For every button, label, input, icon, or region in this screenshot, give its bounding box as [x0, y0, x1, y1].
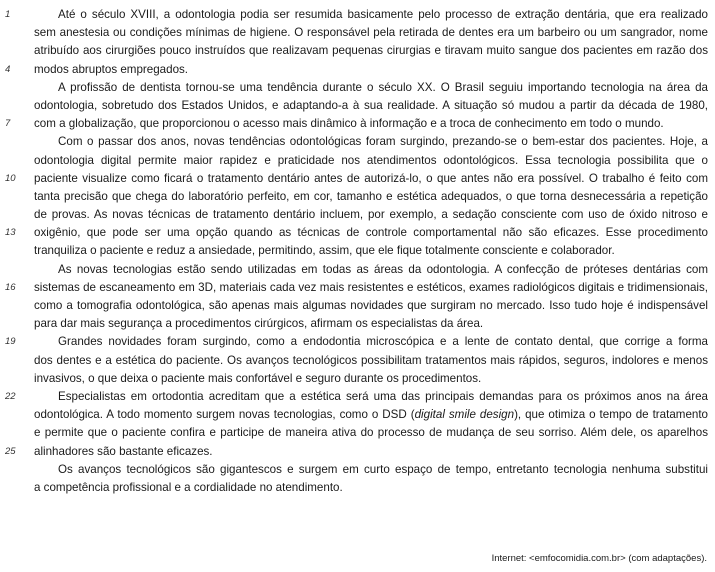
line-number: 13 — [5, 227, 16, 239]
text-line — [0, 170, 715, 188]
line-text: Especialistas em ortodontia acreditam que a estética será uma das principais demandas para os próximos anos na área — [58, 389, 708, 403]
line-number: 25 — [5, 445, 16, 457]
text-line — [0, 406, 715, 424]
text-line — [0, 188, 715, 206]
text-line — [0, 79, 715, 97]
line-text-segment: ), que otimiza o tempo de tratamento — [514, 408, 708, 422]
text-line — [0, 388, 715, 406]
text-line — [0, 443, 715, 461]
text-line — [0, 352, 715, 370]
text-line — [0, 24, 715, 42]
line-number: 7 — [5, 118, 11, 130]
line-text: sem anestesia ou condições mínimas de higiene. O responsável pela retirada de dentes era um barbeiro ou um sangrador, nome — [34, 26, 708, 40]
line-text: modos abruptos empregados. — [34, 62, 189, 76]
line-text: Até o século XVIII, a odontologia podia ser resumida basicamente pelo processo de extração dentária, que era realizado — [58, 8, 708, 21]
line-text: invasivos, o que deixa o paciente mais confortável e seguro durante os procedimentos. — [34, 371, 482, 385]
line-text: como a tomografia odontológica, são apenas mais algumas novidades que surgiram no mercado. Isso tudo hoje é indispensável — [34, 299, 708, 312]
line-text: atribuído aos cirurgiões pouco instruídos que realizavam pequenas cirurgias e tiravam muito sangue dos pacientes em razão dos — [34, 44, 708, 58]
line-number: 22 — [5, 390, 16, 402]
text-line — [0, 6, 715, 24]
line-number: 16 — [5, 281, 16, 293]
text-line — [0, 133, 715, 151]
line-number: 1 — [5, 9, 11, 20]
line-text: tranquiliza o paciente e reduz a ansiedade, permitindo, assim, que ele fique totalmente consciente e colaborador. — [34, 244, 615, 258]
line-text: Com o passar dos anos, novas tendências odontológicas foram surgindo, prezando-se o bem-estar dos pacientes. Hoje, a — [58, 135, 708, 149]
line-number: 4 — [5, 63, 11, 75]
line-text: alinhadores são bastante eficazes. — [34, 444, 213, 458]
text-line — [0, 279, 715, 297]
line-number: 10 — [5, 172, 16, 184]
line-text: com a globalização, que proporcionou o acesso mais dinâmico à informação e a troca de conhecimento em todo o mundo. — [34, 117, 664, 131]
line-text: Os avanços tecnológicos são gigantescos e surgem em curto espaço de tempo, entretanto tecnologia nenhuma substitui — [58, 462, 708, 476]
line-text-segment: odontológica. A todo momento surgem novas tecnologias, como o DSD ( — [34, 408, 415, 422]
line-text: paciente visualize como ficará o tratamento dentário antes de autorizá-lo, o que antes não era possível. O trabalho é feito com — [34, 171, 708, 185]
text-line — [0, 461, 715, 479]
line-text: Grandes novidades foram surgindo, como a endodontia microscópica e a lente de contato dental, que corrige a forma — [58, 335, 708, 349]
line-text: dos dentes e a estética do paciente. Os avanços tecnológicos possibilitam tratamentos mais rápidos, seguros, indolores e menos — [34, 353, 708, 367]
text-line — [0, 479, 715, 497]
text-line — [0, 370, 715, 388]
text-line — [0, 42, 715, 60]
italic-term: digital smile design — [414, 408, 515, 422]
text-line — [0, 261, 715, 279]
source-citation: Internet: <emfocomidia.com.br> (com adaptações). — [491, 553, 707, 564]
text-line — [0, 152, 715, 170]
line-text: oxigênio, que pode ser uma opção quando as técnicas de controle comportamental não são eficazes. Esse procedimento — [34, 226, 708, 240]
line-text: tanta precisão que chega do laboratório perfeito, em cor, tamanho e estética adequados, o que torna desnecessária a repetição — [34, 189, 708, 203]
line-text: A profissão de dentista tornou-se uma tendência durante o século XX. O Brasil seguiu importando tecnologia na área da — [58, 80, 708, 94]
line-text: de provas. As novas técnicas de tratamento dentário incluem, por exemplo, a sedação consciente com uso de óxido nitroso e — [34, 208, 708, 222]
line-text: odontologia digital permite maior rapidez e praticidade nos atendimentos odontológicos. Essa tecnologia possibilita que o — [34, 153, 708, 167]
text-line — [0, 115, 715, 133]
line-text: e permite que o paciente confira e participe de maneira ativa do processo de mudança de seu sorriso. Além dele, os aparelhos — [34, 426, 708, 440]
document-body — [0, 6, 715, 497]
text-line — [0, 333, 715, 351]
line-text — [34, 406, 708, 424]
line-text: As novas tecnologias estão sendo utilizadas em todas as áreas da odontologia. A confecção de próteses dentárias com — [58, 262, 708, 276]
text-line — [0, 315, 715, 333]
line-text: odontologia, sobretudo dos Estados Unidos, e adaptando-a à sua realidade. A situação só mudou a partir da década de 1980, — [34, 98, 708, 112]
line-number: 19 — [5, 336, 16, 348]
text-line — [0, 61, 715, 79]
text-line — [0, 97, 715, 115]
line-text: a competência profissional e a cordialidade no atendimento. — [34, 480, 343, 494]
line-text: para dar mais segurança a procedimentos cirúrgicos, afirmam os especialistas da área. — [34, 317, 484, 331]
text-line — [0, 224, 715, 242]
text-line — [0, 242, 715, 260]
line-text: sistemas de escaneamento em 3D, materiais cada vez mais resistentes e estéticos, exames radiológicos digitais e tridimensionais, — [34, 280, 708, 294]
text-line — [0, 297, 715, 315]
text-line — [0, 206, 715, 224]
text-line — [0, 424, 715, 442]
